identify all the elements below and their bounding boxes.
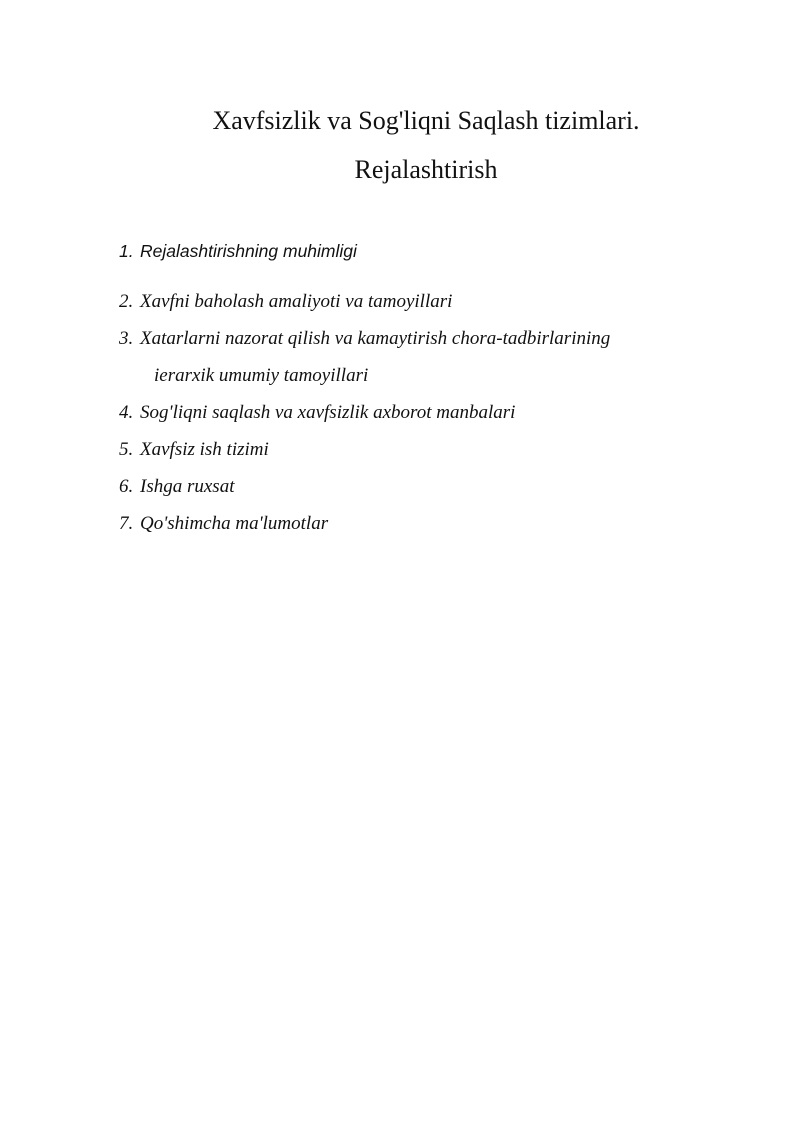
toc-item-label: Rejalashtirishning muhimligi bbox=[140, 241, 357, 261]
toc-item-number: 5. bbox=[119, 439, 134, 460]
toc-item-label: Xavfsiz ish tizimi bbox=[140, 439, 269, 460]
toc-item-label: Qo'shimcha ma'lumotlar bbox=[140, 513, 329, 534]
toc-item-6 bbox=[119, 468, 719, 505]
toc-item-number: 7. bbox=[119, 513, 134, 534]
title-line-1: Xavfsizlik va Sog'liqni Saqlash tizimlari. bbox=[212, 106, 640, 135]
document-title bbox=[0, 96, 800, 194]
toc-item-7 bbox=[119, 505, 719, 542]
toc-item-number: 1. bbox=[119, 241, 134, 261]
toc-item-label: Ishga ruxsat bbox=[140, 476, 235, 497]
toc-item-1 bbox=[119, 233, 719, 270]
toc-item-2 bbox=[119, 283, 719, 320]
toc-item-4 bbox=[119, 394, 719, 431]
toc-item-label: Xatarlarni nazorat qilish va kamaytirish chora-tadbirlarining bbox=[140, 328, 611, 349]
toc-item-label-continuation: ierarxik umumiy tamoyillari bbox=[154, 365, 369, 386]
table-of-contents bbox=[119, 233, 719, 542]
toc-item-label: Xavfni baholash amaliyoti va tamoyillari bbox=[140, 291, 453, 312]
toc-item-number: 6. bbox=[119, 476, 134, 497]
toc-item-number: 2. bbox=[119, 291, 134, 312]
toc-item-number: 3. bbox=[119, 328, 134, 349]
toc-item-5 bbox=[119, 431, 719, 468]
toc-item-3 bbox=[119, 320, 719, 394]
toc-item-number: 4. bbox=[119, 402, 134, 423]
toc-item-label: Sog'liqni saqlash va xavfsizlik axborot manbalari bbox=[140, 402, 516, 423]
title-line-2: Rejalashtirish bbox=[354, 155, 498, 184]
